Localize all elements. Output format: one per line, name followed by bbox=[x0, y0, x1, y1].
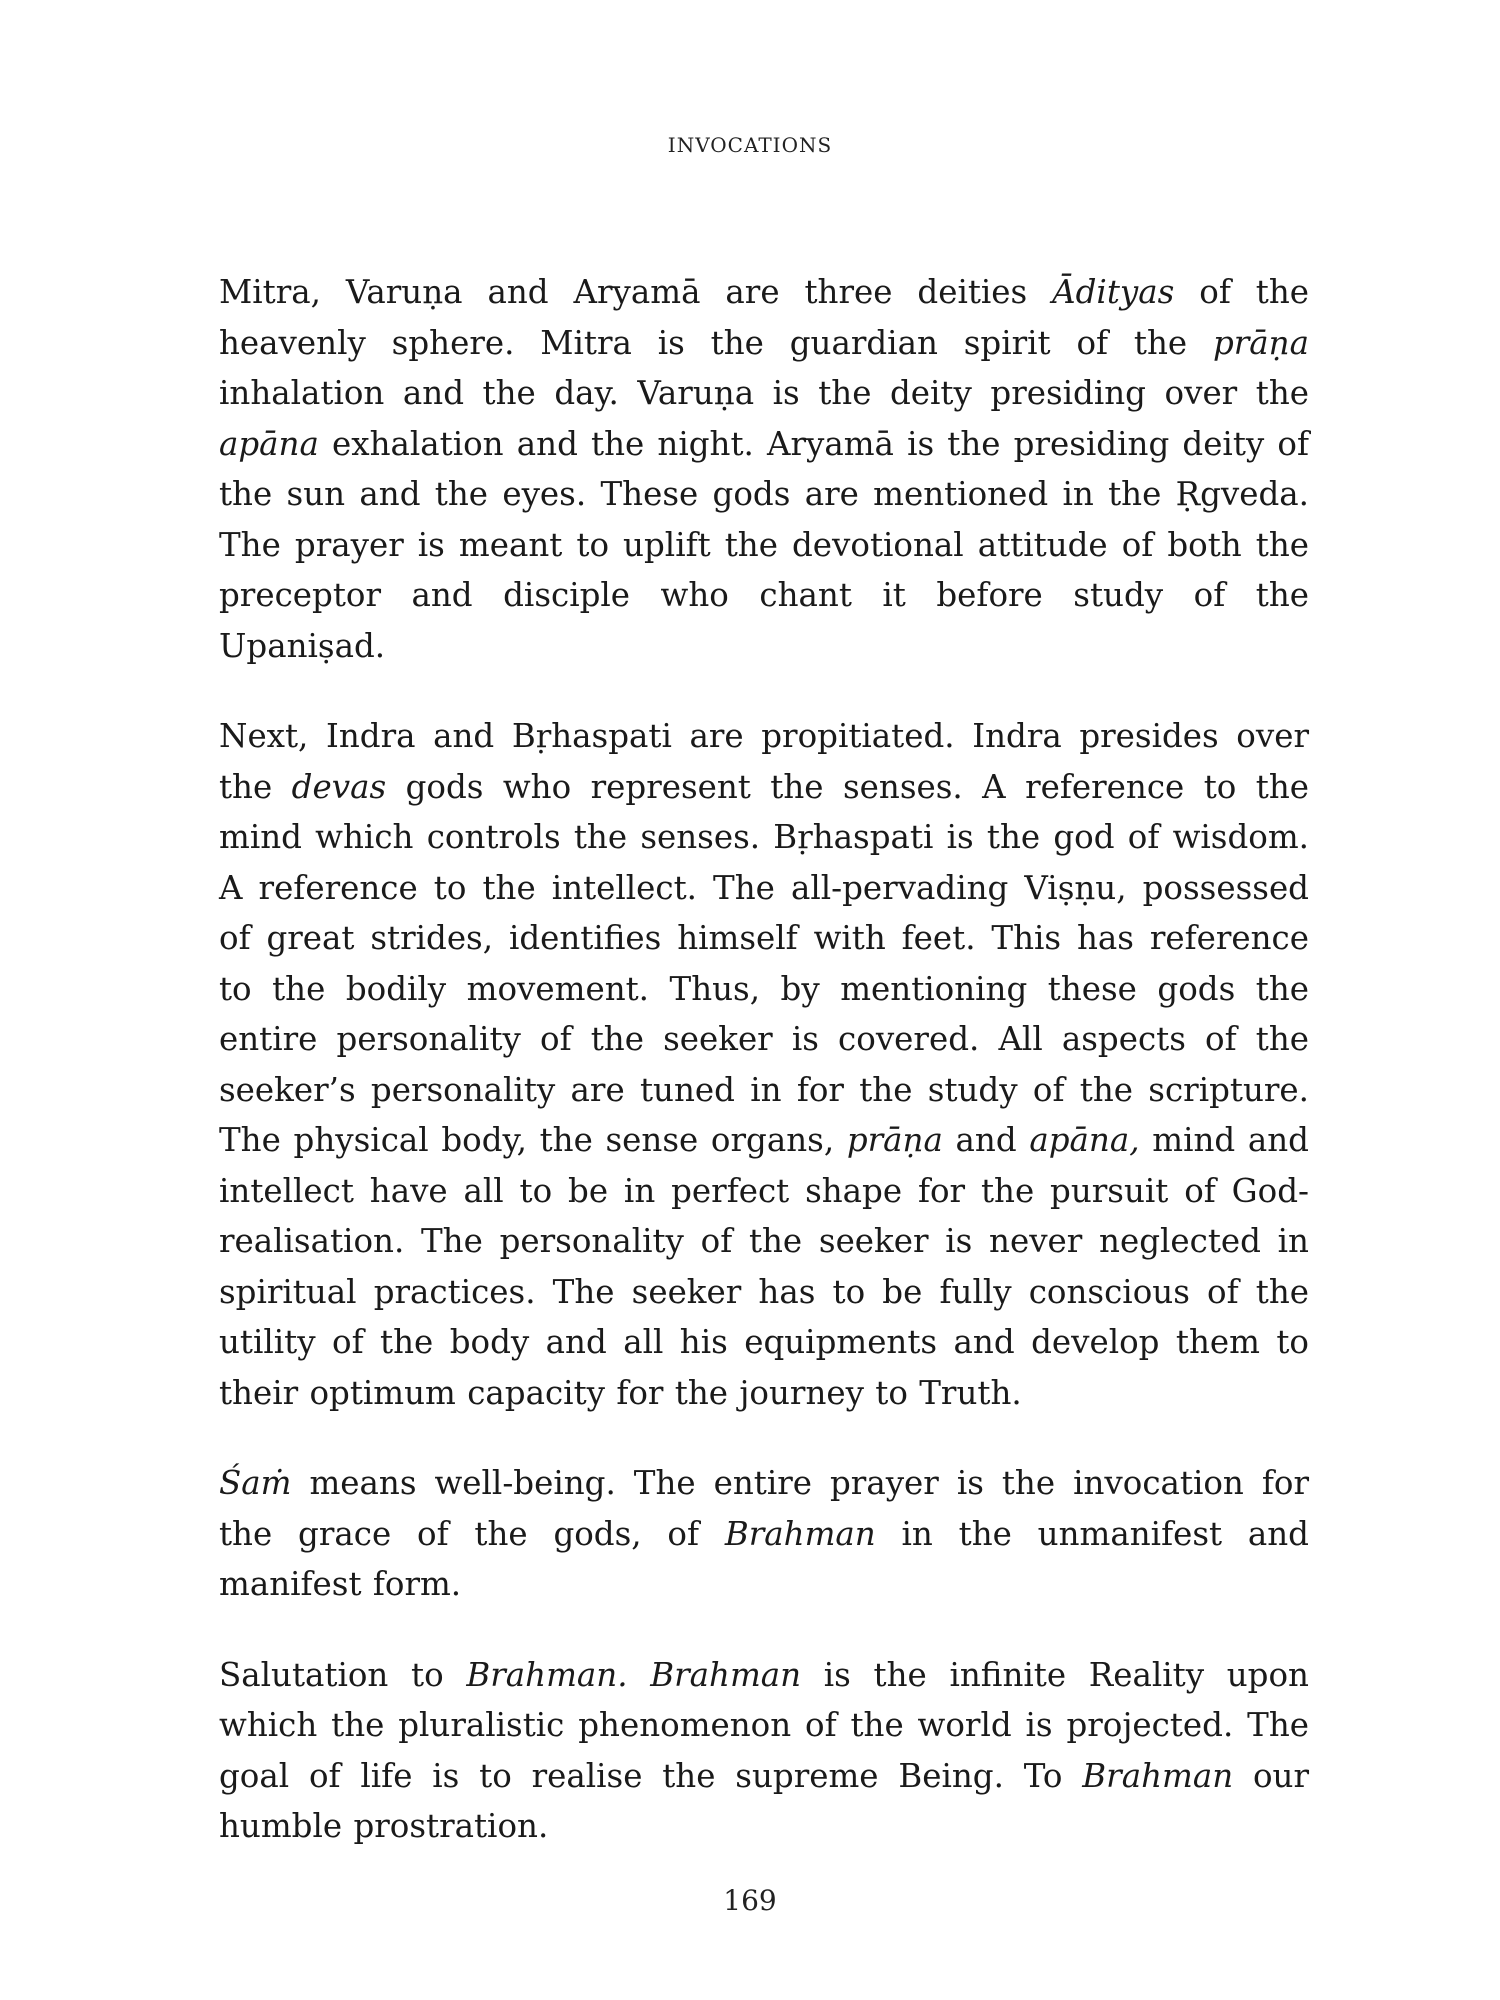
text-run: and bbox=[942, 1121, 1030, 1159]
text-run: mind and intellect have all to be in perfect shape for the pursuit of God- realisation. The personality of the seeker is never neglected in spiritual practices. The seeker has to be fully conscious of the utility of the body and all his equipments and develop them to their optimum capacity for the journey to Truth. bbox=[219, 1121, 1309, 1412]
italic-term: Brahman bbox=[724, 1514, 876, 1553]
paragraph-3 bbox=[219, 1458, 1309, 1610]
page-number: 169 bbox=[723, 1884, 777, 1917]
italic-term: Śaṁ bbox=[219, 1464, 292, 1502]
text-run: of the heavenly sphere. Mitra is the guardian spirit of the bbox=[219, 273, 1310, 362]
paragraph-1 bbox=[219, 267, 1309, 671]
text-run: our humble prostration. bbox=[219, 1756, 1309, 1845]
text-run: is the infinite Reality upon which the pluralistic phenomenon of the world is projected. The goal of life is to realise the supreme Being. To bbox=[219, 1655, 1309, 1795]
italic-term: Brahman bbox=[1082, 1756, 1234, 1795]
italic-term: prāṇa bbox=[1212, 323, 1309, 362]
text-run: Next, Indra and Bṛhaspati are propitiated. Indra presides over the bbox=[219, 717, 1309, 806]
text-run: Salutation to bbox=[219, 1655, 467, 1694]
italic-term: Brahman. bbox=[466, 1655, 628, 1694]
text-run bbox=[628, 1656, 651, 1694]
paragraph-2 bbox=[219, 711, 1309, 1418]
running-head: INVOCATIONS bbox=[667, 133, 833, 157]
text-run: exhalation and the night. Aryamā is the presiding deity of the sun and the eyes. These gods are mentioned in the Ṛgveda. The prayer is meant to uplift the devotional attitude of both the preceptor and disciple who chant it before study of the Upaniṣad. bbox=[219, 424, 1309, 665]
paragraph-4 bbox=[219, 1650, 1309, 1852]
text-run: gods who represent the senses. A reference to the mind which controls the senses. Bṛhaspati is the god of wisdom. A reference to the intellect. The all-pervading Viṣṇu, possessed of great strides, identifies himself with feet. This has reference to the bodily movement. Thus, by mentioning these gods the entire personality of the seeker is covered. All aspects of the seeker’s personality are tuned in for the study of the scripture. The physical body, the sense organs, bbox=[219, 767, 1309, 1159]
italic-term: Ādityas bbox=[1052, 273, 1175, 311]
text-run: in the unmanifest and manifest form. bbox=[219, 1514, 1309, 1603]
italic-term: prāṇa bbox=[846, 1121, 943, 1159]
text-run: inhalation and the day. Varuṇa is the deity presiding over the bbox=[219, 374, 1309, 412]
italic-term: Brahman bbox=[650, 1655, 802, 1694]
text-run: Mitra, Varuṇa and Aryamā are three deities bbox=[219, 273, 1053, 311]
body-text bbox=[219, 267, 1309, 1892]
italic-term: devas bbox=[291, 767, 387, 806]
italic-term: apāna bbox=[219, 424, 319, 463]
italic-term: apāna, bbox=[1029, 1121, 1140, 1159]
text-run: means well-being. The entire prayer is the invocation for the grace of the gods, of bbox=[219, 1464, 1309, 1553]
